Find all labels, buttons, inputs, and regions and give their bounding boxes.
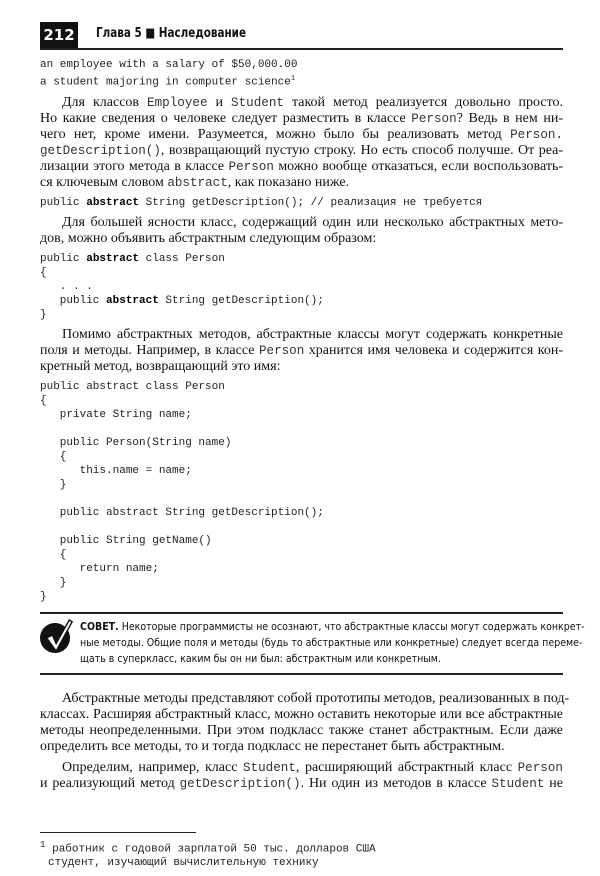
code-text: public	[40, 196, 87, 209]
text-line	[40, 776, 563, 792]
code-line	[40, 252, 563, 266]
paragraph	[40, 690, 570, 755]
code-line	[40, 520, 563, 534]
text: методы неопределенными. При этом подкласс также станет абстрактным. Если даже	[40, 722, 563, 738]
code-keyword: abstract	[86, 252, 140, 265]
footnote-line-1	[40, 838, 563, 857]
text: , расширяющий абстрактный класс	[295, 759, 518, 775]
text: хранится имя человека и содержится кон-	[304, 342, 563, 358]
code-text: public abstract class Person	[40, 380, 225, 393]
code-line	[40, 308, 563, 322]
text: и	[207, 94, 232, 110]
code-line	[40, 464, 563, 478]
code-text: . . .	[40, 280, 93, 293]
code-line	[40, 562, 563, 576]
inline-code: Person.	[510, 127, 563, 142]
code-line	[40, 280, 563, 294]
text: Но какие сведения о человеке следует разместить в классе	[40, 110, 412, 126]
tip-text: щать в суперкласс, каким бы он ни был: абстрактным или конкретным.	[80, 651, 441, 665]
text-line	[40, 111, 563, 127]
code-line	[40, 576, 563, 590]
code-text: public String getName()	[40, 534, 212, 547]
text: Абстрактные методы представляют собой прототипы методов, реализованных в под-	[62, 690, 570, 706]
code-line	[40, 506, 563, 520]
code-block	[40, 252, 563, 322]
code-text: private String name;	[40, 408, 192, 421]
footnote-line: работник с годовой зарплатой 50 тыс. долларов США	[52, 843, 376, 856]
code-text: }	[40, 308, 47, 321]
text: Для классов	[62, 94, 148, 110]
code-text: public abstract String getDescription();	[40, 506, 324, 519]
text-line	[40, 739, 563, 755]
text: ? Ведь в нем ни-	[456, 110, 563, 126]
inline-code: Student	[491, 776, 545, 791]
tip-line	[80, 619, 585, 635]
text-line	[40, 723, 563, 739]
text: дов, можно объявить абстрактным следующим образом:	[40, 230, 377, 246]
text-line	[40, 760, 563, 776]
text-line	[40, 127, 563, 143]
footnote-ref: 1	[290, 75, 296, 83]
inline-code: Person	[258, 343, 305, 358]
code-text: public Person(String name)	[40, 436, 232, 449]
code-line	[40, 266, 563, 280]
code-line	[40, 58, 563, 72]
footnote-line: студент, изучающий вычислительную технику	[48, 857, 319, 870]
inline-code: Person	[517, 760, 563, 775]
text: чего нет, кроме имени. Разумеется, можно было бы реализовать метод	[40, 126, 511, 142]
code-keyword: abstract	[86, 196, 140, 209]
code-text: {	[40, 548, 67, 561]
inline-code: Person	[228, 159, 274, 174]
code-line	[40, 590, 563, 604]
code-text: String getDescription();	[158, 294, 324, 307]
text-line	[40, 231, 563, 247]
text: лизации этого метода в классе	[40, 158, 229, 174]
code-block	[40, 58, 563, 90]
code-block	[40, 380, 563, 604]
code-text: public	[40, 252, 87, 265]
code-text: {	[40, 450, 67, 463]
text: . Ни один из методов в классе	[300, 775, 492, 791]
tip-line	[80, 635, 583, 651]
code-line	[40, 196, 563, 210]
page-number: 212	[40, 22, 78, 48]
text-line	[40, 343, 563, 359]
text: ся ключевым словом	[40, 174, 168, 190]
text-line	[40, 327, 563, 343]
code-text: {	[40, 394, 47, 407]
code-line	[40, 478, 563, 492]
text-line	[40, 690, 570, 707]
code-line	[40, 436, 563, 450]
code-text: return name;	[40, 562, 159, 575]
code-text: class Person	[139, 252, 225, 265]
tip-line	[80, 651, 495, 667]
inline-code: Student	[243, 760, 296, 775]
text: и реализующий метод	[40, 775, 180, 791]
paragraph	[40, 760, 563, 792]
tip-text: Некоторые программисты не осознают, что абстрактные классы могут содержать конкрет-	[118, 619, 585, 633]
footnote-divider	[40, 832, 196, 833]
tip-box	[40, 612, 585, 675]
paragraph	[40, 215, 563, 247]
text-line	[40, 175, 563, 191]
text: Определим, например, класс	[62, 759, 243, 775]
code-line	[40, 492, 563, 506]
tip-text: ные методы. Общие поля и методы (будь то абстрактные или конкретные) следует всегда переме-	[80, 635, 583, 649]
page-body	[40, 58, 585, 792]
text: Помимо абстрактных методов, абстрактные классы могут содержать конкретные	[62, 326, 563, 342]
code-keyword: abstract	[106, 294, 159, 307]
text: не	[544, 775, 563, 791]
code-line	[40, 422, 563, 436]
code-text: }	[40, 576, 67, 589]
code-text: }	[40, 590, 47, 603]
text: кретный метод, возвращающий это имя:	[40, 358, 281, 374]
code-line	[40, 394, 563, 408]
code-block	[40, 196, 563, 210]
chapter-title: Глава 5 ■ Наследование	[96, 26, 247, 41]
text-line	[40, 707, 563, 723]
footnote-line-2	[40, 856, 563, 870]
text: определить все методы, то и тогда подкласс не перестанет быть абстрактным.	[40, 738, 505, 754]
code-line	[40, 408, 563, 422]
text-line	[40, 359, 563, 375]
inline-code: Employee	[147, 95, 208, 110]
code-line	[40, 380, 563, 394]
code-text: {	[40, 266, 47, 279]
code-line	[40, 294, 563, 308]
code-line	[40, 534, 563, 548]
code-line	[40, 548, 563, 562]
code-text: this.name = name;	[40, 464, 192, 477]
text: , возвращающий пустую строку. Но есть способ получше. От реа-	[160, 142, 563, 158]
text-line	[40, 159, 563, 175]
paragraph	[40, 327, 563, 375]
text: можно вообще отказаться, если воспользовать-	[273, 158, 564, 174]
page-flow	[40, 0, 585, 876]
text-line	[40, 95, 563, 111]
inline-code: abstract	[167, 175, 228, 190]
inline-code: getDescription()	[179, 776, 301, 791]
paragraph	[40, 95, 563, 191]
text-line	[40, 143, 563, 159]
code-text: String getDescription(); // реализация не требуется	[139, 196, 483, 209]
tip-label: СОВЕТ.	[80, 619, 119, 633]
code-line	[40, 72, 563, 90]
checkmark-icon	[40, 623, 70, 653]
text: поля и методы. Например, в классе	[40, 342, 259, 358]
text: классах. Расширяя абстрактный класс, можно оставить некоторые или все абстрактные	[40, 706, 563, 722]
footnote	[40, 838, 563, 871]
text: такой метод реализуется довольно просто.	[283, 94, 564, 110]
text: Для большей ясности класс, содержащий один или несколько абстрактных мето-	[62, 214, 563, 230]
code-text: public	[40, 294, 107, 307]
code-line	[40, 450, 563, 464]
text-line	[40, 215, 563, 231]
inline-code: Student	[231, 95, 284, 110]
code-text: an employee with a salary of $50,000.00	[40, 59, 298, 71]
code-text: a student majoring in computer science	[40, 76, 291, 89]
footnote-marker: 1	[40, 838, 46, 850]
inline-code: Person	[411, 111, 457, 126]
text: , как показано ниже.	[227, 174, 350, 190]
inline-code: getDescription()	[40, 143, 161, 158]
code-text: }	[40, 478, 67, 491]
